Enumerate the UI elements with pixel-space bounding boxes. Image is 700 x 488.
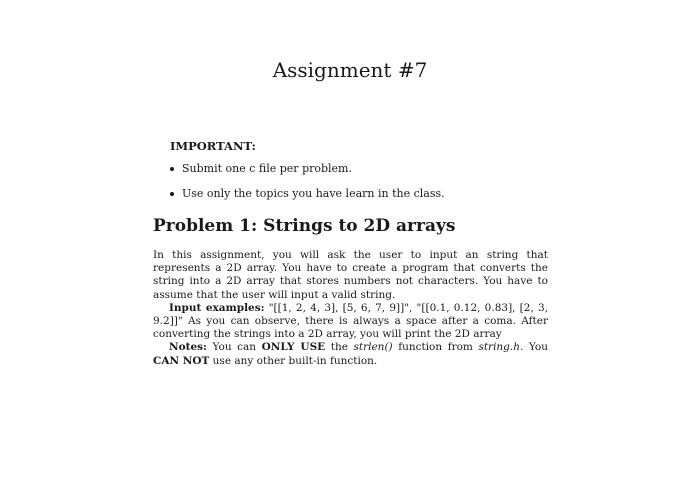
important-label: IMPORTANT: bbox=[170, 139, 256, 153]
input-examples-paragraph bbox=[153, 302, 548, 342]
notes-text: You can bbox=[206, 341, 262, 354]
bullet-list bbox=[170, 162, 445, 212]
notes-text: . You bbox=[520, 341, 549, 354]
notes-label: Notes: bbox=[169, 341, 207, 354]
list-item: Use only the topics you have learn in the class. bbox=[170, 187, 445, 201]
notes-string-h: string.h bbox=[478, 341, 521, 354]
notes-cannot: CAN NOT bbox=[153, 354, 210, 367]
notes-text: the bbox=[325, 341, 354, 354]
problem-body bbox=[153, 249, 548, 368]
page-title: Assignment #7 bbox=[272, 58, 428, 82]
notes-only-use: ONLY USE bbox=[261, 341, 326, 354]
notes-strlen: strlen() bbox=[353, 341, 393, 354]
list-item: Submit one c file per problem. bbox=[170, 162, 445, 176]
notes-text: use any other built-in function. bbox=[209, 354, 378, 367]
input-examples-label: Input examples: bbox=[169, 301, 265, 314]
intro-paragraph: In this assignment, you will ask the user to input an string that represents a 2D array. You have to create a program that converts the string into a 2D array that stores numbers not characters. You have to assume that the user will input a valid string. bbox=[153, 249, 548, 301]
notes-paragraph bbox=[153, 341, 548, 367]
notes-text: function from bbox=[392, 341, 479, 354]
problem-heading: Problem 1: Strings to 2D arrays bbox=[153, 216, 456, 236]
input-examples-text: "[[1, 2, 4, 3], [5, 6, 7, 9]]", "[[0.1, 0.12, 0.83], [2, 3, 9.2]]" As you can observe, there is always a space after a coma. After converting the strings into a 2D array, you will print the 2D array bbox=[153, 301, 548, 341]
